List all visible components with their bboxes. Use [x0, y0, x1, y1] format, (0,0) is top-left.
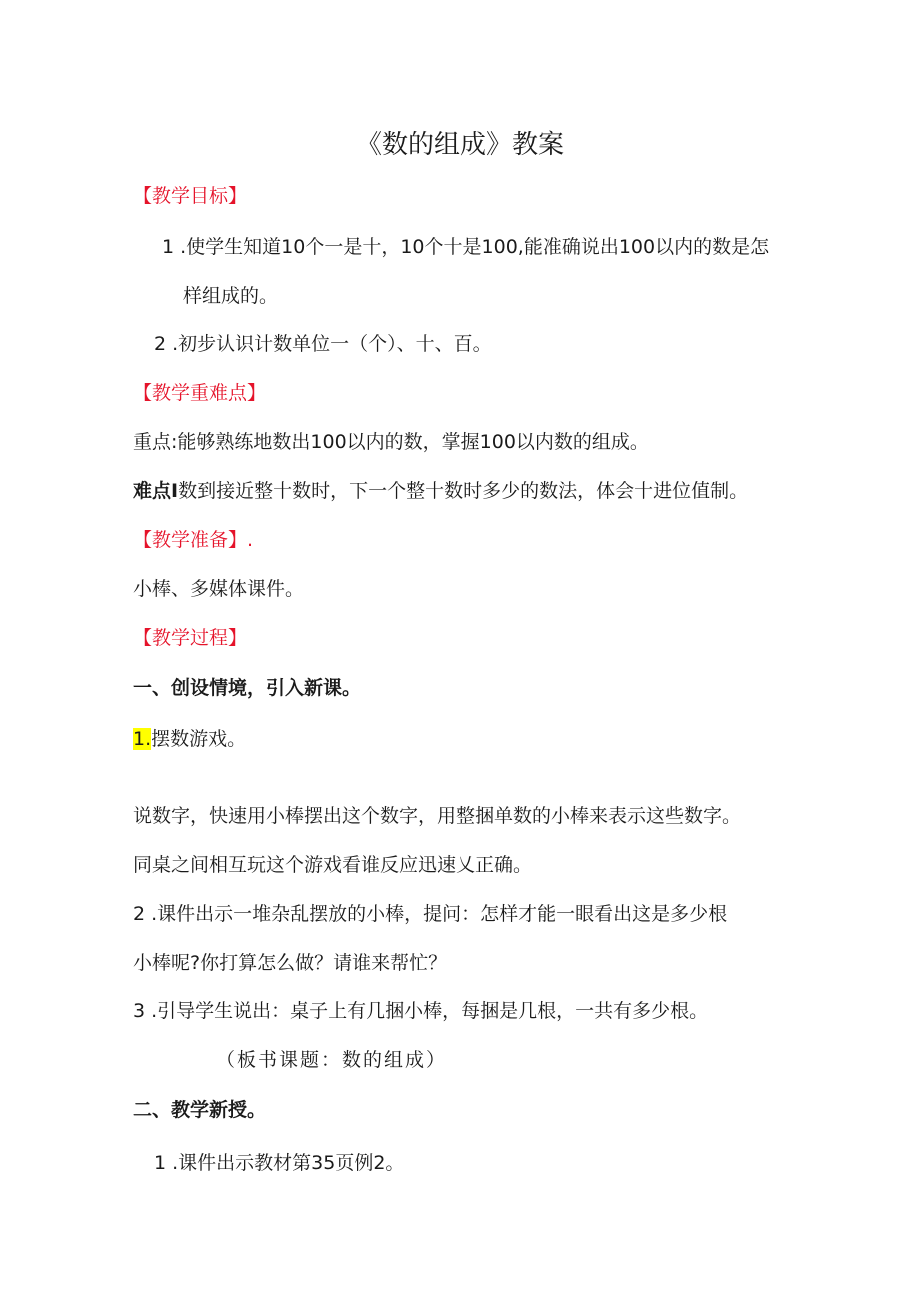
section-heading-preparation: 【教学准备】. [133, 529, 254, 551]
goal-item-2: 2 .初步认识计数单位一（个）、十、百。 [154, 333, 492, 355]
part-1-item-2-line-1: 2 .课件出示一堆杂乱摆放的小棒，提问：怎样才能一眼看出这是多少根 [133, 903, 728, 925]
section-heading-process: 【教学过程】 [133, 627, 248, 649]
goal-item-1-line-2: 样组成的。 [183, 285, 279, 307]
game-description-line-1: 说数字，快速用小棒摆出这个数字，用整捆单数的小棒来表示这些数字。 [133, 805, 742, 827]
difficult-point-text: 数到接近整十数时，下一个整十数时多少的数法，体会十进位值制。 [178, 480, 749, 502]
part-2-item-1: 1 .课件出示教材第35页例2。 [154, 1152, 405, 1174]
goal-item-1-line-1: 1 .使学生知道10个一是十，10个十是100,能准确说出100以内的数是怎 [162, 236, 770, 258]
difficult-point-label: 难点I [133, 480, 179, 502]
part-1-item-3: 3 .引导学生说出：桌子上有几捆小棒，每捆是几根，一共有多少根。 [133, 1000, 709, 1022]
part-1-item-1 [133, 726, 246, 752]
part-1-item-1-number: 1. [133, 728, 152, 750]
document-title: 《数的组成》教案 [355, 130, 564, 160]
section-heading-goals: 【教学目标】 [133, 185, 248, 207]
key-point-text: 重点:能够熟练地数出100以内的数，掌握100以内数的组成。 [133, 431, 649, 453]
part-1-item-2-line-2: 小棒呢?你打算怎么做？请谁来帮忙？ [133, 952, 448, 974]
board-title-note: （板书课题：数的组成） [216, 1049, 448, 1071]
difficult-point-line [133, 478, 748, 504]
part-2-heading: 二、教学新授。 [133, 1099, 267, 1121]
section-heading-key-points: 【教学重难点】 [133, 382, 267, 404]
preparation-text: 小棒、多媒体课件。 [133, 578, 305, 600]
part-1-heading: 一、创设情境，引入新课。 [133, 677, 362, 699]
game-description-line-2: 同桌之间相互玩这个游戏看谁反应迅速乂正确。 [133, 854, 533, 876]
part-1-item-1-text: 摆数游戏。 [151, 728, 247, 750]
